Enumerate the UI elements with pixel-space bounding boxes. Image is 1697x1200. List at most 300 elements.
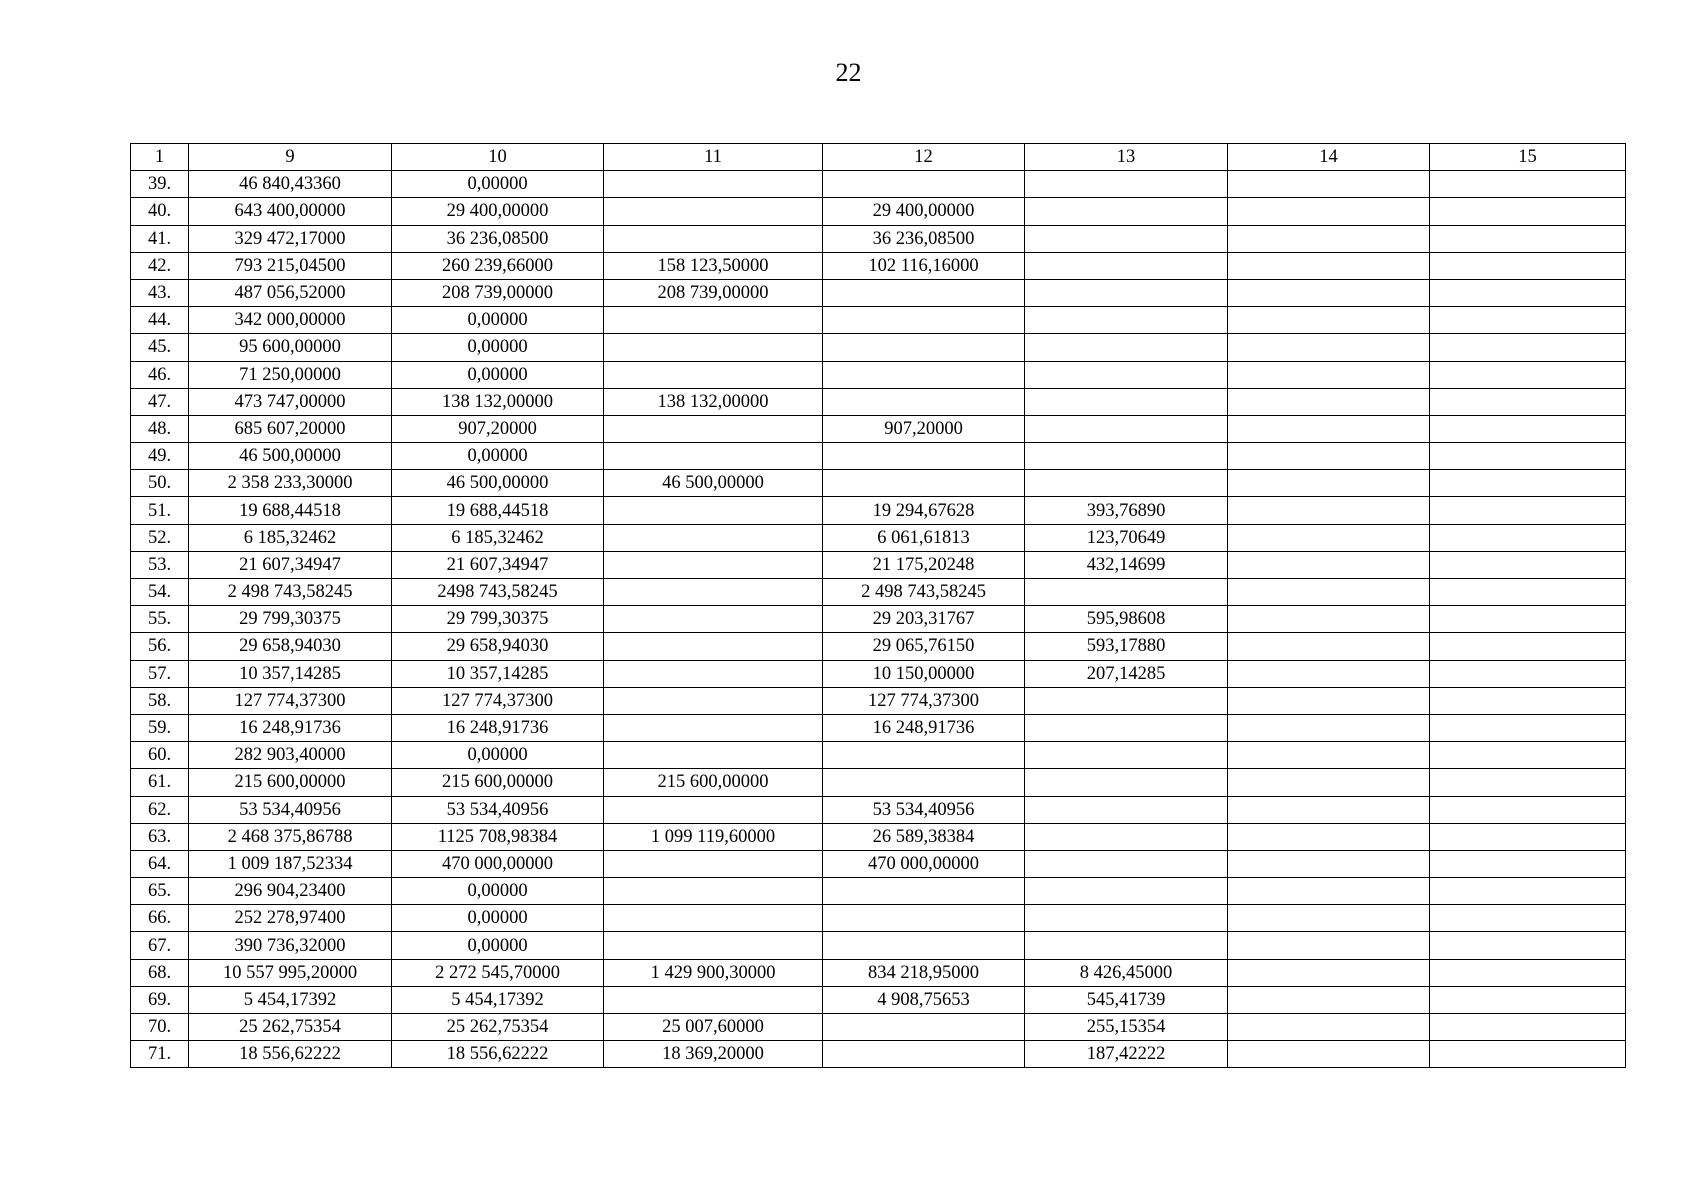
table-cell: 470 000,00000 bbox=[392, 850, 604, 877]
table-cell: 0,00000 bbox=[392, 361, 604, 388]
table-cell bbox=[1430, 524, 1626, 551]
table-cell bbox=[1228, 225, 1430, 252]
table-row bbox=[131, 361, 1626, 388]
table-cell bbox=[1228, 443, 1430, 470]
row-number-cell: 43. bbox=[131, 279, 189, 306]
table-cell: 21 607,34947 bbox=[392, 551, 604, 578]
table-cell: 36 236,08500 bbox=[392, 225, 604, 252]
table-row bbox=[131, 823, 1626, 850]
table-cell bbox=[1430, 579, 1626, 606]
table-cell: 6 061,61813 bbox=[823, 524, 1025, 551]
table-row bbox=[131, 443, 1626, 470]
table-cell bbox=[1430, 687, 1626, 714]
row-number-cell: 52. bbox=[131, 524, 189, 551]
row-number-cell: 53. bbox=[131, 551, 189, 578]
row-number-cell: 59. bbox=[131, 714, 189, 741]
table-row bbox=[131, 524, 1626, 551]
table-cell bbox=[1025, 823, 1228, 850]
row-number-cell: 60. bbox=[131, 742, 189, 769]
table-cell bbox=[604, 443, 823, 470]
table-cell: 2 272 545,70000 bbox=[392, 959, 604, 986]
table-cell bbox=[604, 415, 823, 442]
table-cell: 29 658,94030 bbox=[189, 633, 392, 660]
table-cell bbox=[1228, 742, 1430, 769]
table-cell: 207,14285 bbox=[1025, 660, 1228, 687]
table-cell: 473 747,00000 bbox=[189, 388, 392, 415]
table-cell: 123,70649 bbox=[1025, 524, 1228, 551]
table-cell: 0,00000 bbox=[392, 742, 604, 769]
table-cell bbox=[1228, 252, 1430, 279]
table-cell bbox=[1430, 850, 1626, 877]
table-cell bbox=[1430, 769, 1626, 796]
column-header: 12 bbox=[823, 144, 1025, 171]
table-cell bbox=[1025, 796, 1228, 823]
table-cell: 487 056,52000 bbox=[189, 279, 392, 306]
table-cell: 282 903,40000 bbox=[189, 742, 392, 769]
table-cell: 29 065,76150 bbox=[823, 633, 1025, 660]
table-cell bbox=[1025, 687, 1228, 714]
table-cell bbox=[823, 443, 1025, 470]
table-cell: 208 739,00000 bbox=[392, 279, 604, 306]
column-header: 15 bbox=[1430, 144, 1626, 171]
table-cell: 643 400,00000 bbox=[189, 198, 392, 225]
table-cell bbox=[1228, 361, 1430, 388]
table-cell bbox=[1430, 415, 1626, 442]
table-cell: 390 736,32000 bbox=[189, 932, 392, 959]
table-cell bbox=[1025, 334, 1228, 361]
table-row bbox=[131, 959, 1626, 986]
table-cell: 29 400,00000 bbox=[823, 198, 1025, 225]
row-number-cell: 64. bbox=[131, 850, 189, 877]
row-number-cell: 65. bbox=[131, 878, 189, 905]
table-cell: 21 175,20248 bbox=[823, 551, 1025, 578]
table-cell bbox=[1025, 443, 1228, 470]
table-cell: 6 185,32462 bbox=[189, 524, 392, 551]
table-row bbox=[131, 579, 1626, 606]
table-cell bbox=[604, 307, 823, 334]
row-number-cell: 56. bbox=[131, 633, 189, 660]
page-number: 22 bbox=[835, 58, 862, 87]
table-cell bbox=[1228, 334, 1430, 361]
table-cell: 102 116,16000 bbox=[823, 252, 1025, 279]
table-cell bbox=[1430, 1041, 1626, 1068]
table-cell: 53 534,40956 bbox=[392, 796, 604, 823]
table-cell bbox=[604, 606, 823, 633]
table-header-row bbox=[131, 144, 1626, 171]
table-cell bbox=[1430, 551, 1626, 578]
table-cell: 260 239,66000 bbox=[392, 252, 604, 279]
table-cell: 18 369,20000 bbox=[604, 1041, 823, 1068]
table-cell: 25 262,75354 bbox=[189, 1014, 392, 1041]
table-cell: 29 799,30375 bbox=[189, 606, 392, 633]
row-number-cell: 68. bbox=[131, 959, 189, 986]
table-cell bbox=[604, 579, 823, 606]
table-row bbox=[131, 769, 1626, 796]
table-row bbox=[131, 606, 1626, 633]
table-cell: 16 248,91736 bbox=[189, 714, 392, 741]
table-row bbox=[131, 986, 1626, 1013]
table-row bbox=[131, 1041, 1626, 1068]
column-header: 13 bbox=[1025, 144, 1228, 171]
table-cell: 36 236,08500 bbox=[823, 225, 1025, 252]
table-cell bbox=[604, 551, 823, 578]
table-cell: 46 500,00000 bbox=[604, 470, 823, 497]
table-cell bbox=[823, 769, 1025, 796]
table-cell bbox=[823, 334, 1025, 361]
table-cell: 0,00000 bbox=[392, 932, 604, 959]
table-cell: 255,15354 bbox=[1025, 1014, 1228, 1041]
table-cell bbox=[604, 796, 823, 823]
table-row bbox=[131, 198, 1626, 225]
table-cell bbox=[604, 660, 823, 687]
table-cell bbox=[1228, 905, 1430, 932]
table-cell bbox=[1430, 932, 1626, 959]
table-cell bbox=[1228, 660, 1430, 687]
table-cell bbox=[604, 905, 823, 932]
table-cell: 127 774,37300 bbox=[823, 687, 1025, 714]
table-cell: 18 556,62222 bbox=[392, 1041, 604, 1068]
table-cell bbox=[1025, 470, 1228, 497]
table-cell: 296 904,23400 bbox=[189, 878, 392, 905]
table-cell: 0,00000 bbox=[392, 334, 604, 361]
table-cell bbox=[823, 279, 1025, 306]
row-number-cell: 58. bbox=[131, 687, 189, 714]
table-cell: 545,41739 bbox=[1025, 986, 1228, 1013]
table-cell: 208 739,00000 bbox=[604, 279, 823, 306]
table-cell: 29 400,00000 bbox=[392, 198, 604, 225]
table-cell: 907,20000 bbox=[392, 415, 604, 442]
table-cell bbox=[604, 524, 823, 551]
table-cell bbox=[1025, 579, 1228, 606]
column-header: 9 bbox=[189, 144, 392, 171]
table-cell bbox=[1430, 1014, 1626, 1041]
table-cell bbox=[1430, 986, 1626, 1013]
table-cell bbox=[1430, 606, 1626, 633]
table-row bbox=[131, 415, 1626, 442]
table-cell bbox=[1228, 307, 1430, 334]
table-cell bbox=[1430, 497, 1626, 524]
table-cell bbox=[1025, 415, 1228, 442]
table-cell bbox=[1430, 905, 1626, 932]
table-row bbox=[131, 796, 1626, 823]
table-cell bbox=[1228, 986, 1430, 1013]
table-cell bbox=[1430, 796, 1626, 823]
table-cell bbox=[823, 307, 1025, 334]
table-cell bbox=[604, 932, 823, 959]
table-cell bbox=[1430, 361, 1626, 388]
table-body bbox=[131, 171, 1626, 1068]
table-cell bbox=[604, 878, 823, 905]
row-number-cell: 70. bbox=[131, 1014, 189, 1041]
table-cell bbox=[1228, 687, 1430, 714]
row-number-cell: 40. bbox=[131, 198, 189, 225]
row-number-cell: 42. bbox=[131, 252, 189, 279]
table-cell bbox=[1025, 850, 1228, 877]
table-cell bbox=[604, 742, 823, 769]
table-cell bbox=[1228, 388, 1430, 415]
row-number-cell: 45. bbox=[131, 334, 189, 361]
table-cell: 29 203,31767 bbox=[823, 606, 1025, 633]
table-cell bbox=[1025, 198, 1228, 225]
row-number-cell: 54. bbox=[131, 579, 189, 606]
table-row bbox=[131, 225, 1626, 252]
table-cell bbox=[1430, 660, 1626, 687]
table-row bbox=[131, 742, 1626, 769]
table-cell: 593,17880 bbox=[1025, 633, 1228, 660]
table-cell: 0,00000 bbox=[392, 307, 604, 334]
table-cell: 342 000,00000 bbox=[189, 307, 392, 334]
table-cell bbox=[1228, 606, 1430, 633]
table-cell: 127 774,37300 bbox=[392, 687, 604, 714]
table-cell bbox=[1430, 633, 1626, 660]
row-number-cell: 69. bbox=[131, 986, 189, 1013]
table-cell: 2 498 743,58245 bbox=[189, 579, 392, 606]
table-cell: 1125 708,98384 bbox=[392, 823, 604, 850]
table-cell bbox=[1228, 959, 1430, 986]
table-cell: 138 132,00000 bbox=[604, 388, 823, 415]
table-row bbox=[131, 905, 1626, 932]
table-cell: 127 774,37300 bbox=[189, 687, 392, 714]
table-cell: 46 500,00000 bbox=[392, 470, 604, 497]
table-row bbox=[131, 850, 1626, 877]
table-cell: 10 357,14285 bbox=[189, 660, 392, 687]
table-cell bbox=[1228, 878, 1430, 905]
table-cell bbox=[1228, 1014, 1430, 1041]
table-cell bbox=[1025, 171, 1228, 198]
row-number-cell: 47. bbox=[131, 388, 189, 415]
table-cell bbox=[823, 932, 1025, 959]
table-cell: 252 278,97400 bbox=[189, 905, 392, 932]
table-cell bbox=[1430, 307, 1626, 334]
table-cell: 10 357,14285 bbox=[392, 660, 604, 687]
row-number-cell: 67. bbox=[131, 932, 189, 959]
table-cell: 46 500,00000 bbox=[189, 443, 392, 470]
table-cell bbox=[823, 742, 1025, 769]
table-cell bbox=[604, 714, 823, 741]
table-row bbox=[131, 497, 1626, 524]
table-cell bbox=[1228, 1041, 1430, 1068]
table-cell bbox=[1025, 388, 1228, 415]
table-cell bbox=[1025, 225, 1228, 252]
table-cell: 53 534,40956 bbox=[189, 796, 392, 823]
column-header: 1 bbox=[131, 144, 189, 171]
table-cell: 16 248,91736 bbox=[392, 714, 604, 741]
table-cell bbox=[604, 198, 823, 225]
table-cell bbox=[1430, 878, 1626, 905]
table-cell bbox=[1430, 959, 1626, 986]
table-cell bbox=[1430, 742, 1626, 769]
row-number-cell: 41. bbox=[131, 225, 189, 252]
table-cell bbox=[1025, 252, 1228, 279]
table-row bbox=[131, 687, 1626, 714]
table-cell bbox=[1025, 714, 1228, 741]
table-cell bbox=[604, 171, 823, 198]
table-cell bbox=[1228, 796, 1430, 823]
table-cell bbox=[1025, 769, 1228, 796]
row-number-cell: 55. bbox=[131, 606, 189, 633]
table-cell: 470 000,00000 bbox=[823, 850, 1025, 877]
table-cell: 95 600,00000 bbox=[189, 334, 392, 361]
table-cell bbox=[1025, 905, 1228, 932]
table-cell bbox=[1228, 551, 1430, 578]
table-cell bbox=[823, 470, 1025, 497]
table-cell: 1 099 119,60000 bbox=[604, 823, 823, 850]
table-cell: 595,98608 bbox=[1025, 606, 1228, 633]
table-cell bbox=[1228, 198, 1430, 225]
table-cell: 26 589,38384 bbox=[823, 823, 1025, 850]
row-number-cell: 48. bbox=[131, 415, 189, 442]
row-number-cell: 71. bbox=[131, 1041, 189, 1068]
table-cell bbox=[1025, 361, 1228, 388]
table-cell: 25 262,75354 bbox=[392, 1014, 604, 1041]
table-cell bbox=[604, 497, 823, 524]
table-cell bbox=[1430, 279, 1626, 306]
table-cell: 29 658,94030 bbox=[392, 633, 604, 660]
table-row bbox=[131, 388, 1626, 415]
table-cell: 0,00000 bbox=[392, 171, 604, 198]
table-cell bbox=[1430, 470, 1626, 497]
table-cell: 907,20000 bbox=[823, 415, 1025, 442]
table-cell bbox=[1228, 823, 1430, 850]
table-cell bbox=[1228, 633, 1430, 660]
table-cell: 138 132,00000 bbox=[392, 388, 604, 415]
table-row bbox=[131, 660, 1626, 687]
table-cell: 685 607,20000 bbox=[189, 415, 392, 442]
table-cell: 1 429 900,30000 bbox=[604, 959, 823, 986]
table-cell bbox=[604, 361, 823, 388]
table-cell: 25 007,60000 bbox=[604, 1014, 823, 1041]
table-cell bbox=[1430, 198, 1626, 225]
table-cell bbox=[1228, 769, 1430, 796]
table-cell bbox=[1430, 823, 1626, 850]
table-cell bbox=[1228, 415, 1430, 442]
table-cell bbox=[1025, 279, 1228, 306]
table-cell bbox=[1228, 470, 1430, 497]
row-number-cell: 49. bbox=[131, 443, 189, 470]
table-cell bbox=[823, 905, 1025, 932]
table-cell: 46 840,43360 bbox=[189, 171, 392, 198]
table-cell: 0,00000 bbox=[392, 443, 604, 470]
row-number-cell: 44. bbox=[131, 307, 189, 334]
table-cell: 10 557 995,20000 bbox=[189, 959, 392, 986]
table-row bbox=[131, 334, 1626, 361]
table-cell bbox=[604, 687, 823, 714]
table-row bbox=[131, 714, 1626, 741]
table-row bbox=[131, 551, 1626, 578]
table-row bbox=[131, 470, 1626, 497]
table-row bbox=[131, 932, 1626, 959]
table-cell bbox=[1430, 388, 1626, 415]
table-row bbox=[131, 252, 1626, 279]
table-cell: 0,00000 bbox=[392, 878, 604, 905]
table-cell: 19 688,44518 bbox=[392, 497, 604, 524]
table-cell bbox=[1228, 524, 1430, 551]
table-cell: 2 468 375,86788 bbox=[189, 823, 392, 850]
table-row bbox=[131, 878, 1626, 905]
table-row bbox=[131, 279, 1626, 306]
table-cell bbox=[1430, 171, 1626, 198]
table-cell: 215 600,00000 bbox=[604, 769, 823, 796]
table-cell bbox=[604, 334, 823, 361]
table-cell bbox=[1430, 334, 1626, 361]
table-cell: 4 908,75653 bbox=[823, 986, 1025, 1013]
row-number-cell: 50. bbox=[131, 470, 189, 497]
table-cell: 19 688,44518 bbox=[189, 497, 392, 524]
table-cell: 1 009 187,52334 bbox=[189, 850, 392, 877]
table-cell: 29 799,30375 bbox=[392, 606, 604, 633]
table-cell: 5 454,17392 bbox=[392, 986, 604, 1013]
table-cell bbox=[823, 361, 1025, 388]
table-cell: 2 358 233,30000 bbox=[189, 470, 392, 497]
table-cell bbox=[1228, 497, 1430, 524]
row-number-cell: 39. bbox=[131, 171, 189, 198]
table-cell bbox=[1025, 307, 1228, 334]
table-cell bbox=[823, 1014, 1025, 1041]
table-cell: 393,76890 bbox=[1025, 497, 1228, 524]
table-cell bbox=[823, 878, 1025, 905]
table-cell: 6 185,32462 bbox=[392, 524, 604, 551]
table-cell: 793 215,04500 bbox=[189, 252, 392, 279]
table-row bbox=[131, 171, 1626, 198]
row-number-cell: 66. bbox=[131, 905, 189, 932]
table-cell bbox=[1025, 742, 1228, 769]
column-header: 10 bbox=[392, 144, 604, 171]
table-cell: 187,42222 bbox=[1025, 1041, 1228, 1068]
row-number-cell: 57. bbox=[131, 660, 189, 687]
table-cell bbox=[1430, 443, 1626, 470]
table-cell bbox=[823, 388, 1025, 415]
row-number-cell: 63. bbox=[131, 823, 189, 850]
table-cell: 215 600,00000 bbox=[392, 769, 604, 796]
table-cell: 5 454,17392 bbox=[189, 986, 392, 1013]
table-cell: 2498 743,58245 bbox=[392, 579, 604, 606]
table-cell: 834 218,95000 bbox=[823, 959, 1025, 986]
table-cell bbox=[1228, 932, 1430, 959]
table-cell: 215 600,00000 bbox=[189, 769, 392, 796]
table-cell bbox=[1228, 579, 1430, 606]
table-cell: 329 472,17000 bbox=[189, 225, 392, 252]
table-cell: 8 426,45000 bbox=[1025, 959, 1228, 986]
table-cell bbox=[1025, 878, 1228, 905]
table-cell bbox=[823, 171, 1025, 198]
column-header: 14 bbox=[1228, 144, 1430, 171]
table-cell bbox=[1228, 171, 1430, 198]
table-cell bbox=[1430, 225, 1626, 252]
table-cell: 19 294,67628 bbox=[823, 497, 1025, 524]
table-cell: 18 556,62222 bbox=[189, 1041, 392, 1068]
table-cell: 432,14699 bbox=[1025, 551, 1228, 578]
table-cell: 2 498 743,58245 bbox=[823, 579, 1025, 606]
table-cell bbox=[1228, 714, 1430, 741]
table-row bbox=[131, 633, 1626, 660]
table-cell: 158 123,50000 bbox=[604, 252, 823, 279]
row-number-cell: 62. bbox=[131, 796, 189, 823]
table-cell bbox=[604, 986, 823, 1013]
table-cell: 10 150,00000 bbox=[823, 660, 1025, 687]
table-cell bbox=[823, 1041, 1025, 1068]
table-cell bbox=[604, 633, 823, 660]
table-cell bbox=[604, 225, 823, 252]
row-number-cell: 61. bbox=[131, 769, 189, 796]
table-row bbox=[131, 307, 1626, 334]
table-cell: 21 607,34947 bbox=[189, 551, 392, 578]
table-cell: 53 534,40956 bbox=[823, 796, 1025, 823]
table-row bbox=[131, 1014, 1626, 1041]
table-cell: 71 250,00000 bbox=[189, 361, 392, 388]
row-number-cell: 46. bbox=[131, 361, 189, 388]
data-table bbox=[130, 143, 1626, 1068]
table-cell: 16 248,91736 bbox=[823, 714, 1025, 741]
